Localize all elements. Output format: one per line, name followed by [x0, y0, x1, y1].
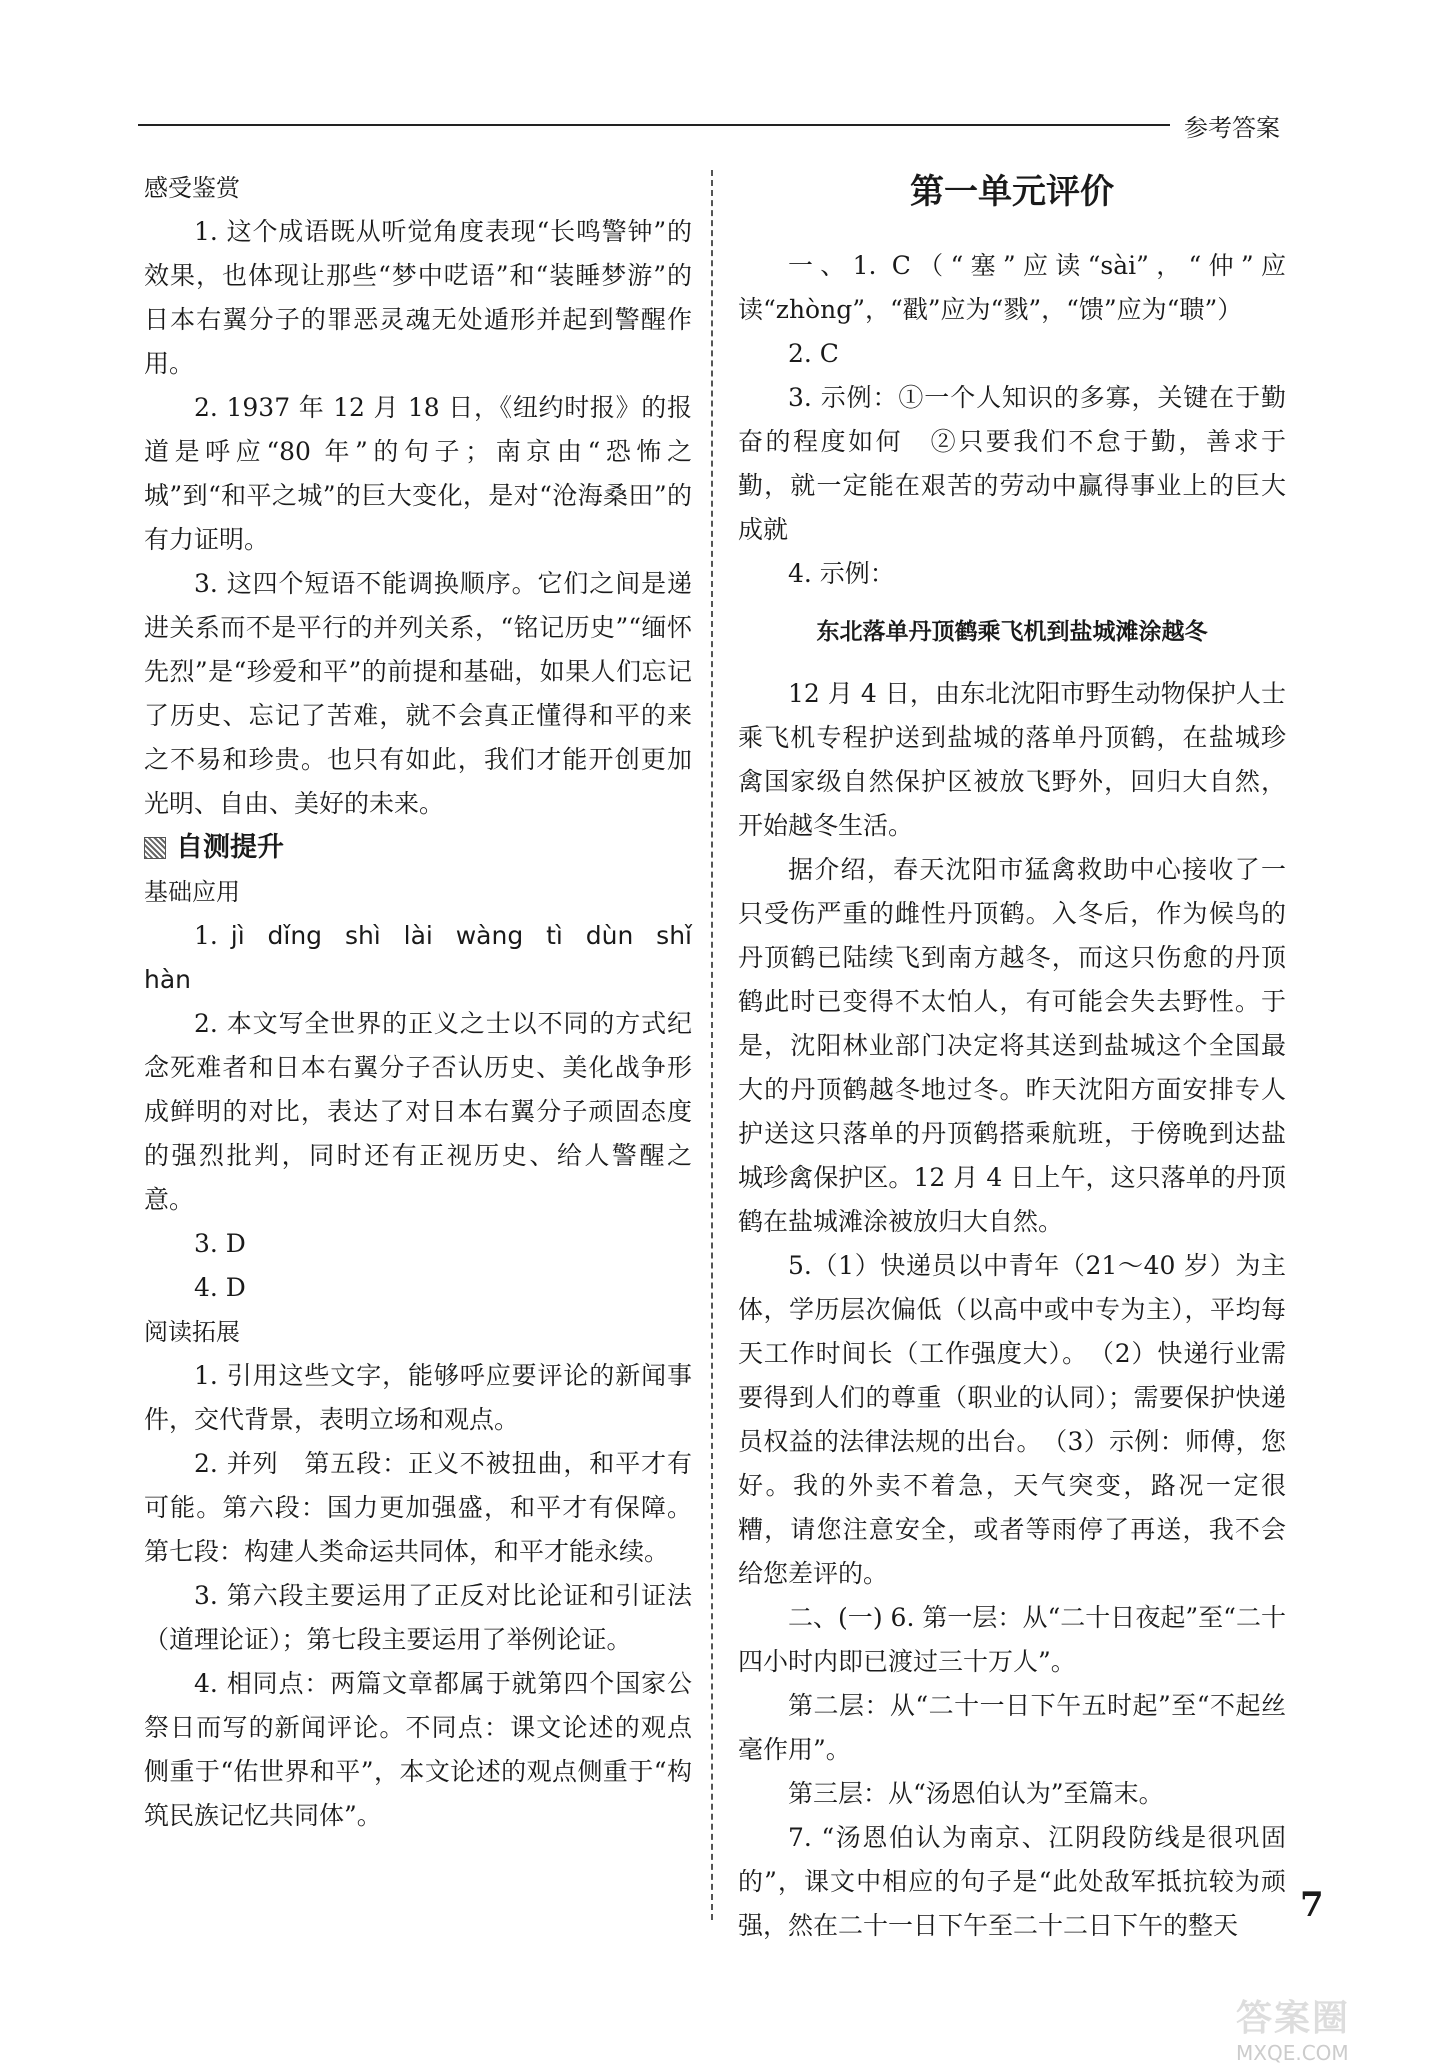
watermark-logo	[1236, 1990, 1422, 2065]
article-title: 东北落单丹顶鹤乘飞机到盐城滩涂越冬	[816, 619, 1208, 645]
answer-paragraph: 2. C	[788, 339, 839, 368]
answer-paragraph-pinyin	[144, 914, 692, 1002]
answer-paragraph: 7. “汤恩伯认为南京、江阴段防线是很巩固的”，课文中相应的句子是“此处敌军抵抗较为顽强，然在二十一日下午至二十二日下午的整天	[738, 1823, 1286, 1940]
answer-paragraph: 2. 1937 年 12 月 18 日，《纽约时报》的报道是呼应“80 年”的句子；南京由“恐怖之城”到“和平之城”的巨大变化，是对“沧海桑田”的有力证明。	[144, 393, 692, 554]
answer-paragraph: 3. D	[194, 1229, 246, 1258]
answer-number: 1.	[194, 921, 218, 950]
right-column	[738, 166, 1286, 1948]
answer-paragraph: 3. 第六段主要运用了正反对比论证和引证法（道理论证）；第七段主要运用了举例论证。	[144, 1581, 692, 1654]
article-paragraph: 据介绍，春天沈阳市猛禽救助中心接收了一只受伤严重的雌性丹顶鹤。入冬后，作为候鸟的丹顶鹤已陆续飞到南方越冬，而这只伤愈的丹顶鹤此时已变得不太怕人，有可能会失去野性。于是，沈阳林业部门决定将其送到盐城这个全国最大的丹顶鹤越冬地过冬。昨天沈阳方面安排专人护送这只落单的丹顶鹤搭乘航班，于傍晚到达盐城珍禽保护区。12 月 4 日上午，这只落单的丹顶鹤在盐城滩涂被放归大自然。	[738, 855, 1286, 1236]
page-number: 7	[1300, 1885, 1324, 1925]
answer-paragraph: 2. 并列 第五段：正义不被扭曲，和平才有可能。第六段：国力更加强盛，和平才有保障。第七段：构建人类命运共同体，和平才能永续。	[144, 1449, 692, 1566]
watermark-text: 答案圈	[1236, 1998, 1351, 2039]
section-heading-self-test	[144, 826, 692, 870]
header-rule	[138, 124, 1170, 126]
section-marker-icon	[144, 837, 166, 859]
watermark-url: MXQE.COM	[1236, 2041, 1349, 2065]
answer-paragraph: 3. 示例：①一个人知识的多寡，关键在于勤奋的程度如何 ②只要我们不怠于勤，善求于勤，就一定能在艰苦的劳动中赢得事业上的巨大成就	[738, 383, 1286, 544]
answer-paragraph: 4. D	[194, 1273, 246, 1302]
answer-paragraph: 4. 相同点：两篇文章都属于就第四个国家公祭日而写的新闻评论。不同点：课文论述的观点侧重于“佑世界和平”，本文论述的观点侧重于“构筑民族记忆共同体”。	[144, 1669, 692, 1830]
answer-paragraph: 2. 本文写全世界的正义之士以不同的方式纪念死难者和日本右翼分子否认历史、美化战争形成鲜明的对比，表达了对日本右翼分子顽固态度的强烈批判，同时还有正视历史、给人警醒之意。	[144, 1009, 692, 1214]
column-divider	[711, 170, 713, 1920]
answer-paragraph: 5.（1）快递员以中青年（21～40 岁）为主体，学历层次偏低（以高中或中专为主），平均每天工作时间长（工作强度大）。 （2）快递行业需要得到人们的尊重（职业的认同）；需要保护快递员权益的法律法规的出台。 （3）示例：师傅，您好。我的外卖不着急，天气突变，路况一定很糟，请您注意安全，或者等雨停了再送，我不会给您差评的。	[738, 1251, 1286, 1588]
header-label: 参考答案	[1172, 108, 1280, 143]
answer-paragraph: 4. 示例：	[788, 559, 895, 588]
section-title-reading: 阅读拓展	[144, 1318, 240, 1346]
article-paragraph: 12 月 4 日，由东北沈阳市野生动物保护人士乘飞机专程护送到盐城的落单丹顶鹤，在盐城珍禽国家级自然保护区被放飞野外，回归大自然，开始越冬生活。	[738, 679, 1286, 840]
answer-paragraph: 1. 这个成语既从听觉角度表现“长鸣警钟”的效果，也体现让那些“梦中呓语”和“装睡梦游”的日本右翼分子的罪恶灵魂无处遁形并起到警醒作用。	[144, 217, 692, 378]
section-heading-text: 自测提升	[176, 832, 284, 863]
answer-paragraph: 1. 引用这些文字，能够呼应要评论的新闻事件，交代背景，表明立场和观点。	[144, 1361, 692, 1434]
answer-paragraph: 二、(一) 6. 第一层：从“二十日夜起”至“二十四小时内即已渡过三十万人”。	[738, 1603, 1286, 1676]
answer-paragraph: 3. 这四个短语不能调换顺序。它们之间是递进关系而不是平行的并列关系，“铭记历史”“缅怀先烈”是“珍爱和平”的前提和基础，如果人们忘记了历史、忘记了苦难，就不会真正懂得和平的来之不易和珍贵。也只有如此，我们才能开创更加光明、自由、美好的未来。	[144, 569, 692, 818]
section-title-basic: 基础应用	[144, 878, 240, 906]
section-title-feeling: 感受鉴赏	[144, 174, 240, 202]
answer-paragraph: 第三层：从“汤恩伯认为”至篇末。	[788, 1779, 1164, 1808]
answer-paragraph: 第二层：从“二十一日下午五时起”至“不起丝毫作用”。	[738, 1691, 1286, 1764]
left-column	[144, 166, 692, 1838]
pinyin-answer: jì dǐng shì lài wàng tì dùn shǐ hàn	[144, 921, 692, 994]
answer-paragraph: 一、1. C（“塞”应读“sài”，“仲”应读“zhòng”，“戳”应为“戮”，“馈”应为“聩”）	[738, 251, 1286, 324]
unit-title: 第一单元评价	[910, 172, 1114, 212]
